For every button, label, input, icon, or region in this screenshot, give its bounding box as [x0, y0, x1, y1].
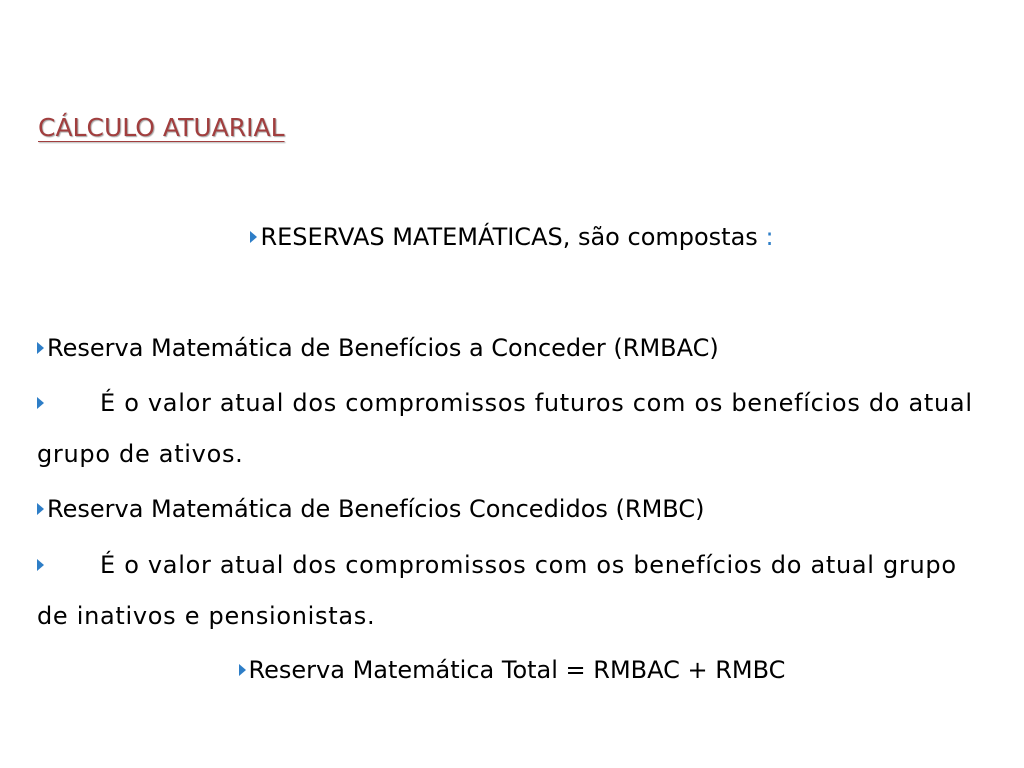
- rmbc-description: [37, 540, 987, 642]
- rmbac-heading: [37, 333, 719, 363]
- triangle-right-icon: [37, 559, 44, 571]
- intro-text: RESERVAS MATEMÁTICAS, são compostas: [260, 223, 766, 251]
- slide-title: CÁLCULO ATUARIAL: [38, 113, 285, 142]
- triangle-right-icon: [37, 397, 44, 409]
- rmbac-description-text: É o valor atual dos compromissos futuros com os benefícios do atual grupo de ativos.: [37, 389, 973, 468]
- triangle-right-icon: [239, 664, 246, 676]
- rmbc-description-text: É o valor atual dos compromissos com os benefícios do atual grupo de inativos e pensionistas.: [37, 551, 957, 630]
- triangle-right-icon: [250, 231, 257, 243]
- intro-colon: :: [765, 223, 774, 251]
- rmbc-heading-text: Reserva Matemática de Benefícios Concedidos (RMBC): [47, 495, 705, 523]
- triangle-right-icon: [37, 342, 44, 354]
- rmbac-description: [37, 378, 987, 480]
- intro-line: [0, 222, 1024, 252]
- rmbc-heading: [37, 494, 704, 524]
- triangle-right-icon: [37, 503, 44, 515]
- total-formula-line: [0, 655, 1024, 685]
- total-formula-text: Reserva Matemática Total = RMBAC + RMBC: [248, 656, 786, 684]
- rmbac-heading-text: Reserva Matemática de Benefícios a Conceder (RMBAC): [47, 334, 719, 362]
